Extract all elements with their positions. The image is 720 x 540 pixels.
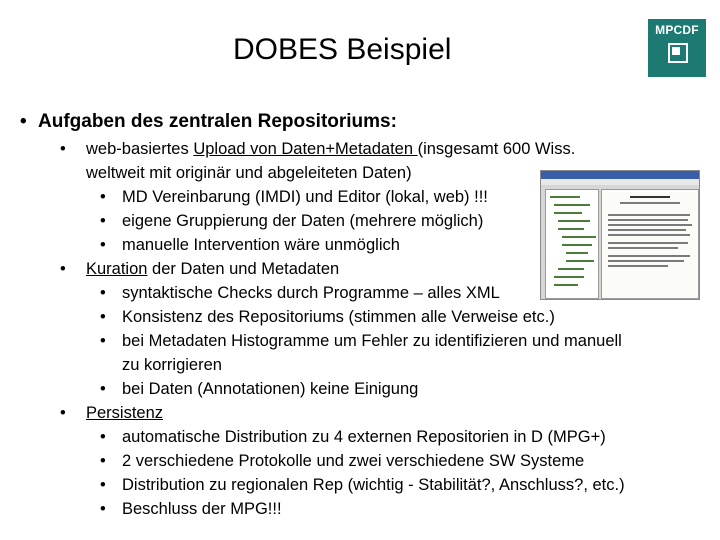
slide-title: DOBES Beispiel [233, 33, 452, 66]
list-subitem: • MD Vereinbarung (IMDI) und Editor (lokal, web) !!! [100, 188, 488, 206]
list-subitem: • Distribution zu regionalen Rep (wichtig - Stabilität?, Anschluss?, etc.) [100, 476, 625, 494]
list-subitem: • bei Daten (Annotationen) keine Einigung [100, 380, 419, 398]
heading-bullet: • Aufgaben des zentralen Repositoriums: [20, 111, 397, 132]
list-subitem: • manuelle Intervention wäre unmöglich [100, 236, 400, 254]
list-subitem: • Beschluss der MPG!!! [100, 500, 282, 518]
logo-text: MPCDF [655, 23, 699, 37]
heading: Aufgaben des zentralen Repositoriums: [38, 111, 397, 132]
list-item: • web-basiertes Upload von Daten+Metadaten (insgesamt 600 Wiss. [60, 140, 576, 158]
list-item-continuation: weltweit mit originär und abgeleiteten Daten) [86, 164, 412, 182]
list-subitem: • bei Metadaten Histogramme um Fehler zu identifizieren und manuell [100, 332, 622, 350]
list-item: • Kuration der Daten und Metadaten [60, 260, 340, 278]
list-item: • Persistenz [60, 404, 164, 422]
list-subitem: • automatische Distribution zu 4 externen Repositorien in D (MPG+) [100, 428, 606, 446]
list-subitem: • Konsistenz des Repositoriums (stimmen alle Verweise etc.) [100, 308, 555, 326]
list-subitem: • eigene Gruppierung der Daten (mehrere möglich) [100, 212, 484, 230]
list-subitem: • 2 verschiedene Protokolle und zwei verschiedene SW Systeme [100, 452, 585, 470]
list-subitem: • syntaktische Checks durch Programme – alles XML [100, 284, 500, 302]
list-subitem-continuation: zu korrigieren [122, 356, 222, 374]
